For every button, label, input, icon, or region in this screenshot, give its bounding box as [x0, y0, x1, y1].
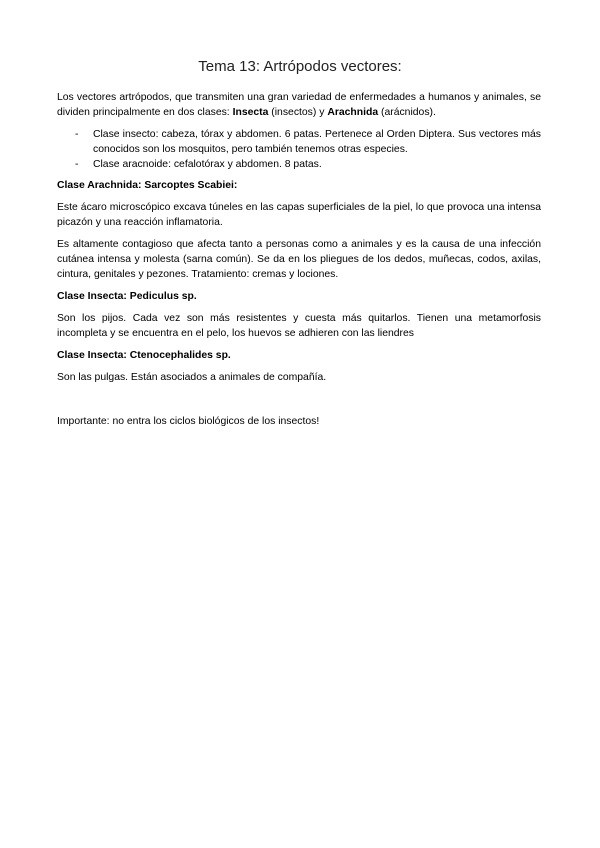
bullet-text: Clase insecto: cabeza, tórax y abdomen. 6 patas. Pertenece al Orden Diptera. Sus vectores más conocidos son los mosquitos, pero también tenemos otras especies. — [93, 129, 541, 155]
intro-text-start: Los vectores artrópodos, que transmiten una gran variedad de enfermedades a humanos y animales, se dividen principalmente en dos clases: — [57, 92, 541, 118]
sarcoptes-paragraph-1: Este ácaro microscópico excava túneles en las capas superficiales de la piel, lo que provoca una intensa picazón y una reacción inflamatoria. — [57, 202, 541, 228]
ctenocephalides-paragraph: Son las pulgas. Están asociados a animales de compañía. — [57, 372, 327, 383]
intro-text-middle: (insectos) y — [268, 107, 328, 118]
spacer — [57, 392, 541, 414]
section-heading-pediculus: Clase Insecta: Pediculus sp. — [57, 291, 197, 302]
bullet-dash: - — [75, 129, 79, 140]
bullet-item-aracnoide — [57, 157, 541, 172]
bullet-dash: - — [75, 159, 79, 170]
intro-text-end: (arácnidos). — [378, 107, 436, 118]
sarcoptes-paragraph-2: Es altamente contagioso que afecta tanto a personas como a animales y es la causa de una infección cutánea intensa y molesta (sarna común). Se da en los pliegues de los dedos, muñecas, codos, axilas, cintura, genitales y pezones. Tratamiento: cremas y lociones. — [57, 239, 541, 280]
page-title: Tema 13: Artrópodos vectores: — [198, 58, 402, 75]
intro-arachnida-term: Arachnida — [327, 107, 379, 118]
document-body — [57, 90, 541, 429]
bullet-text: Clase aracnoide: cefalotórax y abdomen. 8 patas. — [93, 159, 322, 170]
intro-paragraph — [57, 90, 541, 120]
bullet-item-insecto — [57, 127, 541, 157]
important-note: Importante: no entra los ciclos biológicos de los insectos! — [57, 416, 320, 427]
section-heading-ctenocephalides: Clase Insecta: Ctenocephalides sp. — [57, 350, 231, 361]
intro-insecta-term: Insecta — [232, 107, 269, 118]
pediculus-paragraph: Son los pijos. Cada vez son más resistentes y cuesta más quitarlos. Tienen una metamorfosis incompleta y se encuentra en el pelo, los huevos se adhieren con las liendres — [57, 313, 541, 339]
class-bullet-list — [57, 127, 541, 172]
section-heading-sarcoptes: Clase Arachnida: Sarcoptes Scabiei: — [57, 180, 238, 191]
